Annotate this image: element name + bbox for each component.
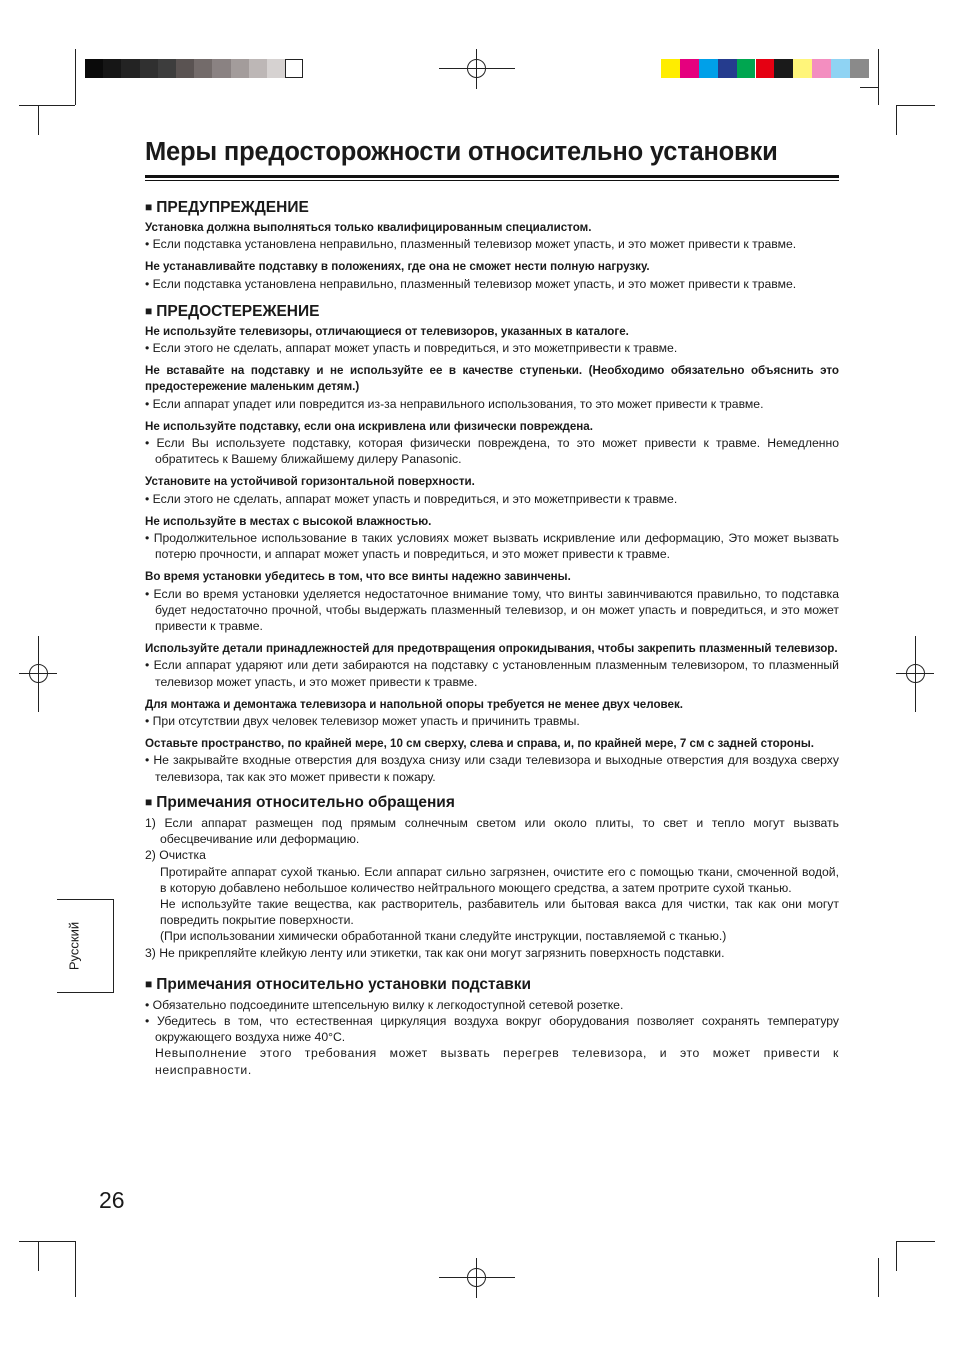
- warning-statement: Не устанавливайте подставку в положениях, где она не сможет нести полную нагрузку.: [145, 260, 650, 274]
- page-title: Меры предосторожности относительно установки: [145, 138, 778, 166]
- section-heading: ■ Примечания относительно обращения: [145, 793, 455, 811]
- gray-swatch: [85, 59, 103, 78]
- warning-item: [145, 474, 839, 506]
- gray-swatch: [103, 59, 121, 78]
- section-heading: ■ Примечания относительно установки подставки: [145, 975, 532, 993]
- title-rule-thin: [145, 180, 839, 181]
- warning-statement: Во время установки убедитесь в том, что все винты надежно завинчены.: [145, 570, 571, 584]
- color-swatch: [774, 59, 793, 78]
- bullet-item: • Если Вы используете подставку, которая физически повреждена, то это может привести к травме. Немедленно обратитесь к Вашему ближайшему дилеру Panasonic.: [145, 436, 840, 467]
- gray-swatch: [231, 59, 249, 78]
- warning-statement: Установите на устойчивой горизонтальной поверхности.: [145, 475, 475, 489]
- title-rule: [145, 175, 839, 178]
- color-swatch: [831, 59, 850, 78]
- bullet-item: • Продолжительное использование в таких условиях может вызвать искривление или деформацию, Это может вызвать потерю прочности, и аппарат может упасть и повредиться, и это может привести к травме.: [145, 531, 839, 562]
- square-bullet-icon: ■: [145, 303, 153, 318]
- color-swatch: [850, 59, 869, 78]
- bullet-item: • Обязательно подсоедините штепсельную вилку к легкодоступной сетевой розетке.: [145, 997, 624, 1012]
- gray-swatch: [249, 59, 267, 78]
- note-item: 3) Не прикрепляйте клейкую ленту или этикетки, так как они могут загрязнить поверхность подставки.: [145, 945, 725, 960]
- warning-statement: Установка должна выполняться только квалифицированным специалистом.: [145, 221, 592, 234]
- color-swatch: [793, 59, 812, 78]
- note-item: 2) Очистка: [145, 848, 206, 863]
- note-paragraph: Не используйте такие вещества, как растворитель, разбавитель или бытовая вакса для чистки, так как они могут повредить покрытие поверхности.: [160, 896, 839, 928]
- gray-swatch: [267, 59, 285, 78]
- bullet-item: • Если этого не сделать, аппарат может упасть и повредиться, и это можетпривести к травме.: [145, 491, 678, 506]
- content: [145, 198, 839, 1084]
- warning-item: [145, 259, 839, 291]
- gray-swatch: [194, 59, 212, 78]
- bullet-item: • Не закрывайте входные отверстия для воздуха снизу или сзади телевизора и выходные отверстия для воздуха сверху телевизора, так как это может привести к пожару.: [145, 753, 839, 784]
- warning-statement: Не вставайте на подставку и не используйте ее в качестве ступеньки. (Необходимо обязательно объяснить это предостережение маленьким детям.): [145, 364, 839, 394]
- warning-statement: Не используйте телевизоры, отличающиеся от телевизоров, указанных в каталоге.: [145, 324, 629, 338]
- warning-item: [145, 697, 839, 729]
- warning-item: [145, 736, 839, 785]
- warning-statement: Оставьте пространство, по крайней мере, 10 см сверху, слева и справа, и, по крайней мере, 7 см с задней стороны.: [145, 737, 815, 751]
- color-swatch: [737, 59, 756, 78]
- note-paragraph: (При использовании химически обработанной ткани следуйте инструкции, поставляемой с тканью.): [160, 929, 727, 944]
- language-label: Русский: [66, 921, 82, 971]
- bullet-item: • При отсутствии двух человек телевизор может упасть и причинить травмы.: [145, 714, 580, 729]
- page-number: 26: [99, 1187, 125, 1213]
- bullet-continuation: Невыполнение этого требования может вызвать перегрев телевизора, и это может привести к неисправности.: [155, 1046, 839, 1077]
- color-swatch: [699, 59, 718, 78]
- warning-section: [145, 198, 839, 292]
- gray-swatch: [176, 59, 194, 78]
- square-bullet-icon: ■: [145, 794, 153, 809]
- handling-section: [145, 793, 839, 961]
- bullet-item: • Если подставка установлена неправильно, плазменный телевизор может упасть, и это может привести к травме.: [145, 276, 797, 291]
- warning-item: [145, 641, 839, 690]
- square-bullet-icon: ■: [145, 976, 153, 991]
- color-swatch: [812, 59, 831, 78]
- warning-item: [145, 514, 839, 563]
- gray-swatch: [285, 59, 303, 78]
- note-paragraph: Протирайте аппарат сухой тканью. Если аппарат сильно загрязнен, очистите его с помощью ткани, смоченной водой, в которую добавлено небольшое количество нейтрального моющего средства, а затем протрите сухой тканью.: [160, 864, 839, 895]
- bullet-item: • Убедитесь в том, что естественная циркуляция воздуха вокруг оборудования позволяет сохранять температуру окружающего воздуха ниже 40°C.: [145, 1013, 840, 1045]
- warning-sections: [145, 198, 839, 785]
- warning-statement: Не используйте в местах с высокой влажностью.: [145, 514, 432, 528]
- warning-section: [145, 302, 839, 785]
- color-swatch: [680, 59, 699, 78]
- color-swatch: [718, 59, 737, 78]
- square-bullet-icon: ■: [145, 200, 153, 214]
- gray-swatch: [121, 59, 139, 78]
- section-heading: ■ ПРЕДОСТЕРЕЖЕНИЕ: [145, 302, 320, 320]
- bullet-item: • Если подставка установлена неправильно, плазменный телевизор может упасть, и это может привести к травме.: [145, 237, 797, 252]
- warning-item: [145, 569, 839, 634]
- warning-item: [145, 363, 839, 412]
- section-heading: ■ ПРЕДУПРЕЖДЕНИЕ: [145, 199, 309, 216]
- warning-item: [145, 220, 839, 252]
- bullet-item: • Если аппарат упадет или повредится из-за неправильного использования, то это может привести к травме.: [145, 396, 764, 411]
- color-swatch: [756, 59, 775, 78]
- note-item: 1) Если аппарат размещен под прямым солнечным светом или около плиты, то свет и тепло могут вызвать обесцвечивание или деформацию.: [145, 815, 839, 847]
- bullet-item: • Если во время установки уделяется недостаточное внимание тому, что винты завинчиваются правильно, то подставка будет недостаточно прочной, чтобы выдержать плазменный телевизор, и он может упасть и повредиться, и это может привести к травме.: [145, 586, 839, 634]
- warning-statement: Для монтажа и демонтажа телевизора и напольной опоры требуется не менее двух человек.: [145, 697, 683, 711]
- color-swatch: [661, 59, 680, 78]
- warning-item: [145, 324, 839, 356]
- install-section: [145, 975, 839, 1078]
- warning-statement: Используйте детали принадлежностей для предотвращения опрокидывания, чтобы закрепить плазменный телевизор.: [145, 642, 838, 656]
- warning-item: [145, 419, 839, 468]
- warning-statement: Не используйте подставку, если она искривлена или физически повреждена.: [145, 419, 593, 433]
- bullet-item: • Если этого не сделать, аппарат может упасть и повредиться, и это можетпривести к травме.: [145, 341, 678, 356]
- gray-swatch: [158, 59, 176, 78]
- gray-swatch: [212, 59, 230, 78]
- gray-swatch: [140, 59, 158, 78]
- bullet-item: • Если аппарат ударяют или дети забираются на подставку с установленным плазменным телевизором, то плазменный телевизор может упасть, и это может привести к травме.: [145, 658, 839, 689]
